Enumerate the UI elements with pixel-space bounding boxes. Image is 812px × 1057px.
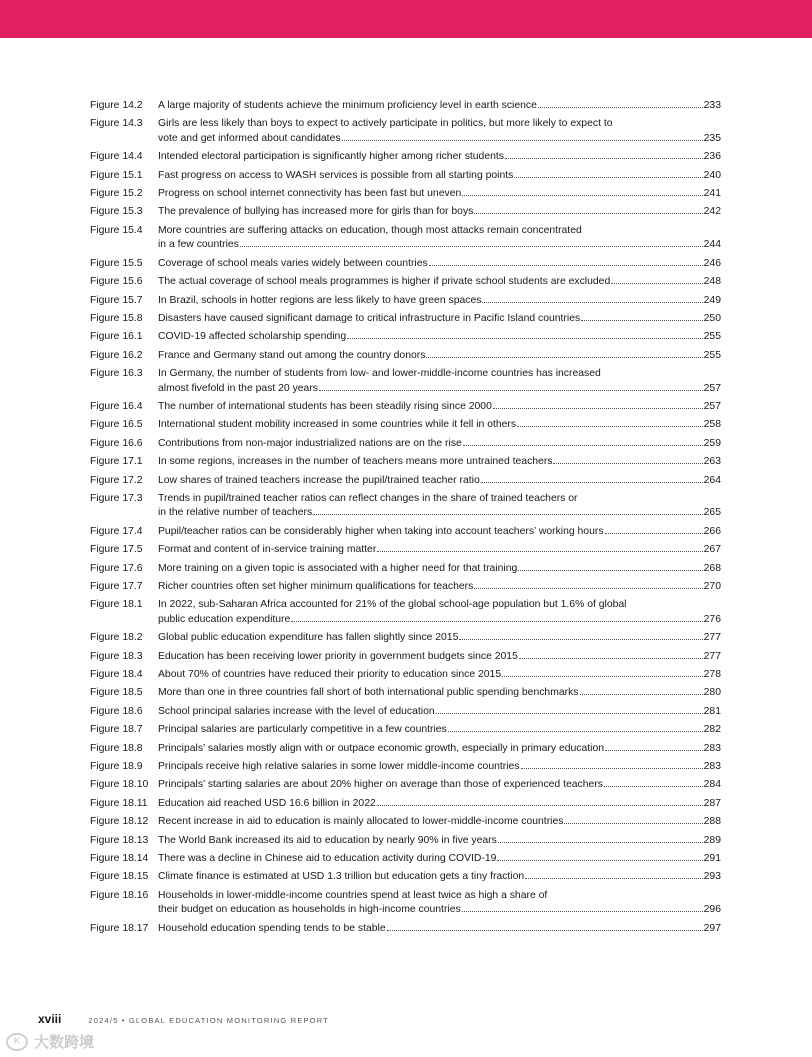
page-number: 248: [703, 276, 721, 288]
dot-leader: [319, 390, 703, 391]
dot-leader: [240, 246, 703, 247]
figure-number: Figure 18.13: [90, 834, 149, 846]
figure-title-line: In some regions, increases in the number of teachers means more untrained teachers: [158, 456, 553, 468]
page-number: 297: [703, 922, 721, 934]
figure-title-line: Recent increase in aid to education is mainly allocated to lower-middle-income countries: [158, 816, 564, 828]
page-number: 244: [703, 239, 721, 251]
dot-leader: [493, 408, 703, 409]
dot-leader: [502, 676, 703, 677]
dot-leader: [538, 107, 703, 108]
figure-title-line: Coverage of school meals varies widely between countries: [158, 257, 428, 269]
figure-number: Figure 15.8: [90, 312, 143, 324]
toc-entry[interactable]: [90, 367, 721, 396]
page-number: 259: [703, 437, 721, 449]
dot-leader: [482, 302, 702, 303]
page-number: 284: [703, 779, 721, 791]
figure-title-line: Trends in pupil/trained teacher ratios can reflect changes in the share of trained teachers or: [158, 492, 578, 504]
toc-entry[interactable]: [90, 275, 721, 290]
toc-entry[interactable]: [90, 631, 721, 646]
figure-number: Figure 14.3: [90, 118, 143, 130]
figure-title-line: Intended electoral participation is significantly higher among richer students: [158, 151, 504, 163]
dot-leader: [605, 750, 703, 751]
figure-title-line: Education has been receiving lower priority in government budgets since 2015: [158, 650, 518, 662]
figure-title-line: International student mobility increased in some countries while it fell in others: [158, 419, 517, 431]
dot-leader: [521, 768, 703, 769]
toc-entry[interactable]: [90, 852, 721, 867]
toc-entry[interactable]: [90, 650, 721, 665]
toc-entry[interactable]: [90, 922, 721, 937]
figure-number: Figure 16.3: [90, 368, 143, 380]
toc-entry[interactable]: [90, 117, 721, 146]
page-number: 241: [703, 188, 721, 200]
page-number: 282: [703, 724, 721, 736]
figure-title-line: Households in lower-middle-income countries spend at least twice as high a share of: [158, 889, 548, 901]
page-number: 277: [703, 632, 721, 644]
dot-leader: [429, 265, 703, 266]
figure-title-line: their budget on education as households in high-income countries: [158, 904, 461, 916]
figure-title-line: Principal salaries are particularly competitive in a few countries: [158, 724, 447, 736]
figure-number: Figure 15.5: [90, 257, 143, 269]
watermark-text: 大数跨境: [34, 1034, 95, 1051]
toc-entry[interactable]: [90, 797, 721, 812]
watermark: [6, 1031, 94, 1052]
figure-title-line: Richer countries often set higher minimum qualifications for teachers: [158, 580, 474, 592]
dot-leader: [474, 213, 702, 214]
figure-title-line: In 2022, sub-Saharan Africa accounted for 21% of the global school-age population but 1.6% of global: [158, 599, 627, 611]
figure-title-line: vote and get informed about candidates: [158, 132, 341, 144]
figure-number: Figure 18.16: [90, 889, 149, 901]
page-number: 291: [703, 852, 721, 864]
page-number: 296: [703, 904, 721, 916]
page-number: 267: [703, 544, 721, 556]
figure-title-line: Principals’ starting salaries are about 20% higher on average than those of experienced teachers: [158, 779, 603, 791]
page-number: 265: [703, 507, 721, 519]
figure-title-line: Fast progress on access to WASH services is possible from all starting points: [158, 169, 514, 181]
figure-number: Figure 15.4: [90, 224, 143, 236]
figure-title-line: The World Bank increased its aid to education by nearly 90% in five years: [158, 834, 497, 846]
toc-entry[interactable]: [90, 543, 721, 558]
toc-entry[interactable]: [90, 778, 721, 793]
figure-number: Figure 17.3: [90, 492, 143, 504]
list-of-figures: [90, 99, 721, 940]
figure-number: Figure 18.7: [90, 724, 143, 736]
figure-title-line: Pupil/teacher ratios can be considerably higher when taking into account teachers’ working hours: [158, 525, 604, 537]
toc-entry[interactable]: [90, 474, 721, 489]
figure-title-line: public education expenditure: [158, 613, 291, 625]
page-number: 283: [703, 761, 721, 772]
figure-number: Figure 18.5: [90, 687, 143, 699]
page-number: 276: [703, 613, 721, 625]
dot-leader: [481, 482, 703, 483]
figure-number: Figure 18.3: [90, 650, 143, 662]
dot-leader: [518, 570, 702, 571]
page-number: 255: [703, 331, 721, 343]
toc-entry[interactable]: [90, 349, 721, 364]
toc-entry[interactable]: [90, 330, 721, 345]
figure-title-line: Disasters have caused significant damage to critical infrastructure in Pacific Island countries: [158, 312, 581, 324]
toc-entry[interactable]: [90, 580, 721, 595]
figure-number: Figure 18.2: [90, 632, 143, 644]
figure-title-line: In Brazil, schools in hotter regions are less likely to have green spaces: [158, 294, 482, 306]
top-accent-band: [0, 0, 812, 38]
figure-title-line: The actual coverage of school meals programmes is higher if private school students are excluded: [158, 276, 611, 288]
toc-entry[interactable]: [90, 150, 721, 165]
dot-leader: [581, 320, 702, 321]
figure-title-line: More than one in three countries fall short of both international public spending benchmarks: [158, 687, 579, 699]
figure-title-line: COVID-19 affected scholarship spending: [158, 331, 347, 343]
figure-title-line: Format and content of in-service training matter: [158, 544, 377, 556]
dot-leader: [459, 639, 702, 640]
dot-leader: [605, 533, 703, 534]
figure-title-line: The number of international students has been steadily rising since 2000: [158, 400, 492, 412]
dot-leader: [377, 551, 702, 552]
dot-leader: [525, 878, 702, 879]
toc-entry[interactable]: [90, 294, 721, 309]
toc-entry[interactable]: [90, 169, 721, 184]
figure-title-line: The prevalence of bullying has increased more for girls than for boys: [158, 206, 474, 218]
figure-number: Figure 16.2: [90, 349, 143, 361]
figure-title-line: Principals’ salaries mostly align with or outpace economic growth, especially in primary education: [158, 742, 605, 754]
dot-leader: [347, 338, 703, 339]
figure-number: Figure 17.7: [90, 580, 143, 592]
dot-leader: [387, 930, 703, 931]
toc-entry[interactable]: [90, 760, 721, 775]
page-number: 289: [703, 834, 721, 846]
page-number: 270: [703, 580, 721, 592]
toc-entry[interactable]: [90, 815, 721, 830]
dot-leader: [342, 140, 703, 141]
toc-entry[interactable]: [90, 705, 721, 720]
figure-title-line: Progress on school internet connectivity has been fast but uneven: [158, 188, 462, 200]
page-number: 257: [703, 382, 721, 394]
toc-entry[interactable]: [90, 686, 721, 701]
dot-leader: [463, 445, 703, 446]
figure-number: Figure 18.10: [90, 779, 149, 791]
toc-entry[interactable]: [90, 889, 721, 918]
figure-number: Figure 18.11: [90, 797, 148, 809]
dot-leader: [564, 823, 702, 824]
dot-leader: [497, 860, 702, 861]
toc-entry[interactable]: [90, 742, 721, 757]
figure-title-line: Principals receive high relative salaries in some lower middle-income countries: [158, 761, 520, 772]
page-number: 240: [703, 169, 721, 181]
page-number: 235: [703, 132, 721, 144]
page-number: 236: [703, 151, 721, 163]
toc-entry[interactable]: [90, 400, 721, 415]
page-number: 278: [703, 669, 721, 681]
toc-entry[interactable]: [90, 598, 721, 627]
page-number: 264: [703, 474, 721, 486]
figure-title-line: In Germany, the number of students from low- and lower-middle-income countries has increased: [158, 368, 601, 380]
figure-number: Figure 18.17: [90, 922, 149, 934]
figure-number: Figure 17.2: [90, 474, 143, 486]
figure-title-line: in a few countries: [158, 239, 239, 251]
dot-leader: [553, 463, 702, 464]
report-series-title: 2024/5 • GLOBAL EDUCATION MONITORING REPORT: [88, 1016, 330, 1025]
toc-entry[interactable]: [90, 870, 721, 885]
page-footer: [38, 1012, 329, 1026]
toc-entry[interactable]: [90, 224, 721, 253]
toc-entry[interactable]: [90, 205, 721, 220]
figure-number: Figure 15.6: [90, 276, 143, 288]
figure-title-line: Climate finance is estimated at USD 1.3 trillion but education gets a tiny fraction: [158, 871, 525, 883]
dot-leader: [462, 911, 703, 912]
toc-entry[interactable]: [90, 437, 721, 452]
figure-title-line: Education aid reached USD 16.6 billion in 2022: [158, 797, 376, 809]
figure-number: Figure 16.5: [90, 419, 143, 431]
figure-title-line: almost fivefold in the past 20 years: [158, 382, 318, 394]
dot-leader: [505, 158, 703, 159]
dot-leader: [611, 283, 702, 284]
dot-leader: [436, 713, 703, 714]
figure-number: Figure 16.1: [90, 331, 143, 343]
figure-number: Figure 15.1: [90, 169, 143, 181]
toc-entry[interactable]: [90, 562, 721, 577]
figure-number: Figure 16.6: [90, 437, 143, 449]
page-number: 263: [703, 456, 721, 468]
dot-leader: [474, 588, 702, 589]
page-folio: xviii: [38, 1012, 62, 1026]
figure-title-line: France and Germany stand out among the country donors: [158, 349, 426, 361]
figure-title-line: More countries are suffering attacks on education, though most attacks remain concentrated: [158, 224, 582, 236]
page-number: 281: [703, 705, 721, 717]
figure-number: Figure 18.8: [90, 742, 143, 754]
toc-entry[interactable]: [90, 99, 721, 114]
figure-number: Figure 17.6: [90, 562, 143, 574]
figure-title-line: Global public education expenditure has fallen slightly since 2015: [158, 632, 459, 644]
page-number: 258: [703, 419, 721, 431]
dot-leader: [462, 195, 702, 196]
figure-title-line: Low shares of trained teachers increase the pupil/trained teacher ratio: [158, 474, 480, 486]
page-number: 249: [703, 294, 721, 306]
page-number: 233: [703, 100, 721, 111]
figure-number: Figure 18.9: [90, 761, 143, 772]
toc-entry[interactable]: [90, 492, 721, 521]
toc-entry[interactable]: [90, 723, 721, 738]
toc-entry[interactable]: [90, 834, 721, 849]
figure-title-line: Girls are less likely than boys to expect to actively participate in politics, but more likely to expect to: [158, 118, 613, 130]
toc-entry[interactable]: [90, 455, 721, 470]
dot-leader: [377, 805, 703, 806]
toc-entry[interactable]: [90, 668, 721, 683]
page-number: 266: [703, 525, 721, 537]
figure-title-line: School principal salaries increase with the level of education: [158, 705, 435, 717]
dot-leader: [514, 177, 702, 178]
toc-entry[interactable]: [90, 312, 721, 327]
figure-number: Figure 15.2: [90, 188, 143, 200]
figure-number: Figure 18.12: [90, 816, 149, 828]
toc-entry[interactable]: [90, 418, 721, 433]
figure-number: Figure 18.4: [90, 669, 143, 681]
figure-title-line: in the relative number of teachers: [158, 507, 313, 519]
figure-number: Figure 17.1: [90, 456, 143, 468]
figure-number: Figure 18.14: [90, 852, 149, 864]
figure-number: Figure 17.5: [90, 544, 143, 556]
page-number: 287: [703, 797, 721, 809]
figure-title-line: A large majority of students achieve the minimum proficiency level in earth science: [158, 100, 537, 111]
page-number: 257: [703, 400, 721, 412]
dot-leader: [498, 842, 703, 843]
toc-entry[interactable]: [90, 187, 721, 202]
page-number: 277: [703, 650, 721, 662]
page-number: 268: [703, 562, 721, 574]
page-number: 255: [703, 349, 721, 361]
dot-leader: [426, 357, 702, 358]
figure-number: Figure 18.15: [90, 871, 149, 883]
figure-title-line: There was a decline in Chinese aid to education activity during COVID-19: [158, 852, 497, 864]
page-number: 280: [703, 687, 721, 699]
figure-number: Figure 14.2: [90, 100, 143, 111]
page-number: 283: [703, 742, 721, 754]
dot-leader: [517, 426, 703, 427]
dot-leader: [291, 621, 702, 622]
figure-title-line: More training on a given topic is associated with a higher need for that training: [158, 562, 518, 574]
figure-title-line: About 70% of countries have reduced their priority to education since 2015: [158, 669, 502, 681]
dot-leader: [313, 514, 702, 515]
toc-entry[interactable]: [90, 525, 721, 540]
figure-title-line: Contributions from non-major industrialized nations are on the rise: [158, 437, 462, 449]
figure-number: Figure 18.1: [90, 599, 143, 611]
figure-number: Figure 16.4: [90, 400, 143, 412]
toc-entry[interactable]: [90, 257, 721, 272]
figure-title-line: Household education spending tends to be stable: [158, 922, 386, 934]
page-number: 293: [703, 871, 721, 883]
dot-leader: [448, 731, 703, 732]
figure-number: Figure 15.7: [90, 294, 143, 306]
figure-number: Figure 14.4: [90, 151, 143, 163]
dot-leader: [580, 694, 703, 695]
figure-number: Figure 15.3: [90, 206, 143, 218]
dot-leader: [604, 786, 703, 787]
page-number: 246: [703, 257, 721, 269]
figure-number: Figure 18.6: [90, 705, 143, 717]
page-number: 242: [703, 206, 721, 218]
watermark-logo-icon: K: [6, 1033, 28, 1051]
page-number: 250: [703, 312, 721, 324]
dot-leader: [519, 658, 703, 659]
figure-number: Figure 17.4: [90, 525, 143, 537]
page-number: 288: [703, 816, 721, 828]
